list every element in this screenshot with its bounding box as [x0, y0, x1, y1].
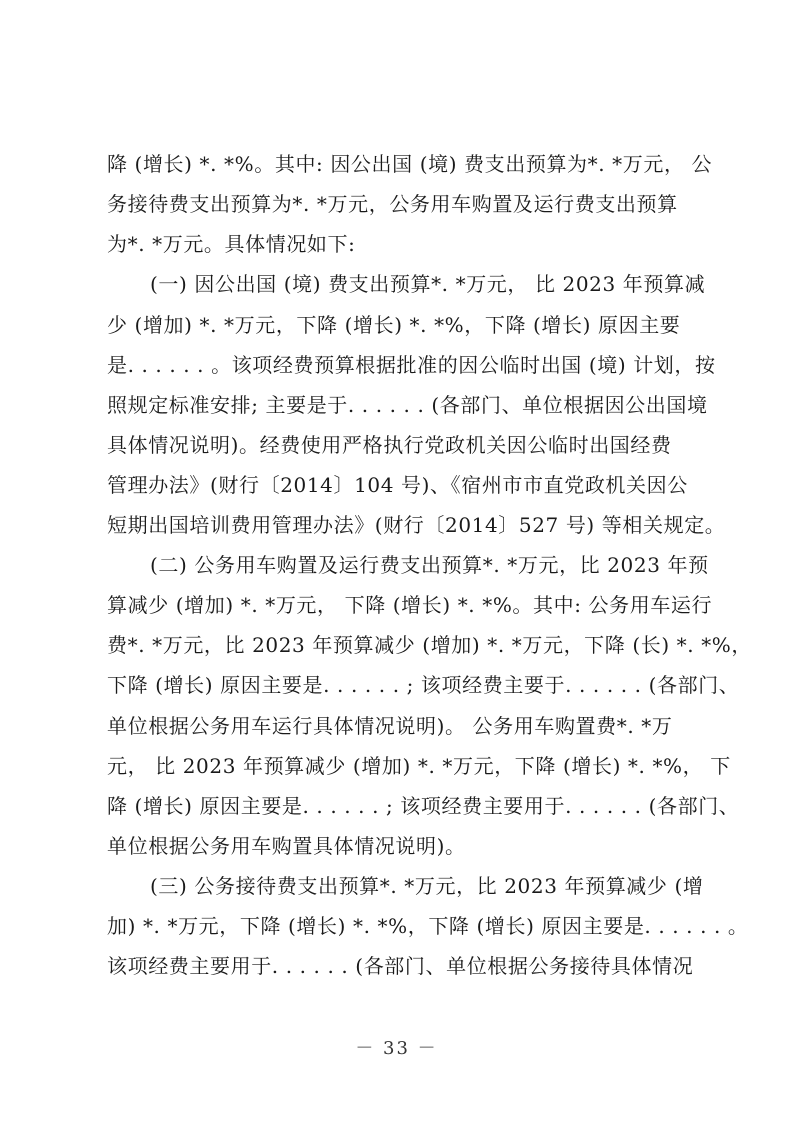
- body-text-line: 照规定标准安排; 主要是于. . . . . . (各部门、单位根据因公出国境: [107, 393, 708, 417]
- body-text-line: 短期出国培训费用管理办法》(财行〔2014〕527 号) 等相关规定。: [107, 513, 726, 537]
- section-one-heading-line: (一) 因公出国 (境) 费支出预算*. *万元， 比 2023 年预算减: [150, 272, 706, 296]
- body-text-line: 单位根据公务用车运行具体情况说明)。 公务用车购置费*. *万: [107, 714, 673, 738]
- page-number: － 33 －: [355, 1038, 438, 1059]
- body-text-line: 管理办法》(财行〔2014〕104 号)、《宿州市市直党政机关因公: [107, 473, 688, 497]
- body-text-line: 降 (增长) 原因主要是. . . . . . ; 该项经费主要用于. . . . . . (各部门、: [107, 794, 740, 818]
- body-text-line: 为*. *万元。具体情况如下:: [107, 232, 356, 256]
- body-text-line: 是. . . . . . 。该项经费预算根据批准的因公临时出国 (境) 计划，按: [107, 353, 716, 377]
- body-text-line: 降 (增长) *. *%。其中: 因公出国 (境) 费支出预算为*. *万元， 公: [107, 152, 713, 176]
- body-text-line: 费*. *万元，比 2023 年预算减少 (增加) *. *万元，下降 (长) *. *%，: [107, 633, 753, 657]
- body-text-line: 具体情况说明)。经费使用严格执行党政机关因公临时出国经费: [107, 433, 672, 457]
- body-text-line: 务接待费支出预算为*. *万元，公务用车购置及运行费支出预算: [107, 192, 678, 216]
- body-text-line: 元， 比 2023 年预算减少 (增加) *. *万元，下降 (增长) *. *%， 下: [107, 754, 731, 778]
- body-text-line: 下降 (增长) 原因主要是. . . . . . ; 该项经费主要于. . . . . . (各部门、: [107, 673, 740, 697]
- body-text-line: 加) *. *万元，下降 (增长) *. *%，下降 (增长) 原因主要是. . . . . . 。: [107, 914, 749, 938]
- section-three-heading-line: (三) 公务接待费支出预算*. *万元，比 2023 年预算减少 (增: [150, 874, 704, 898]
- body-text-line: 单位根据公务用车购置具体情况说明)。: [107, 834, 466, 858]
- body-text-line: 算减少 (增加) *. *万元， 下降 (增长) *. *%。其中: 公务用车运行: [107, 593, 713, 617]
- section-two-heading-line: (二) 公务用车购置及运行费支出预算*. *万元，比 2023 年预: [150, 553, 709, 577]
- body-text-line: 该项经费主要用于. . . . . . (各部门、单位根据公务接待具体情况: [107, 954, 694, 978]
- body-text-line: 少 (增加) *. *万元，下降 (增长) *. *%，下降 (增长) 原因主要: [107, 313, 681, 337]
